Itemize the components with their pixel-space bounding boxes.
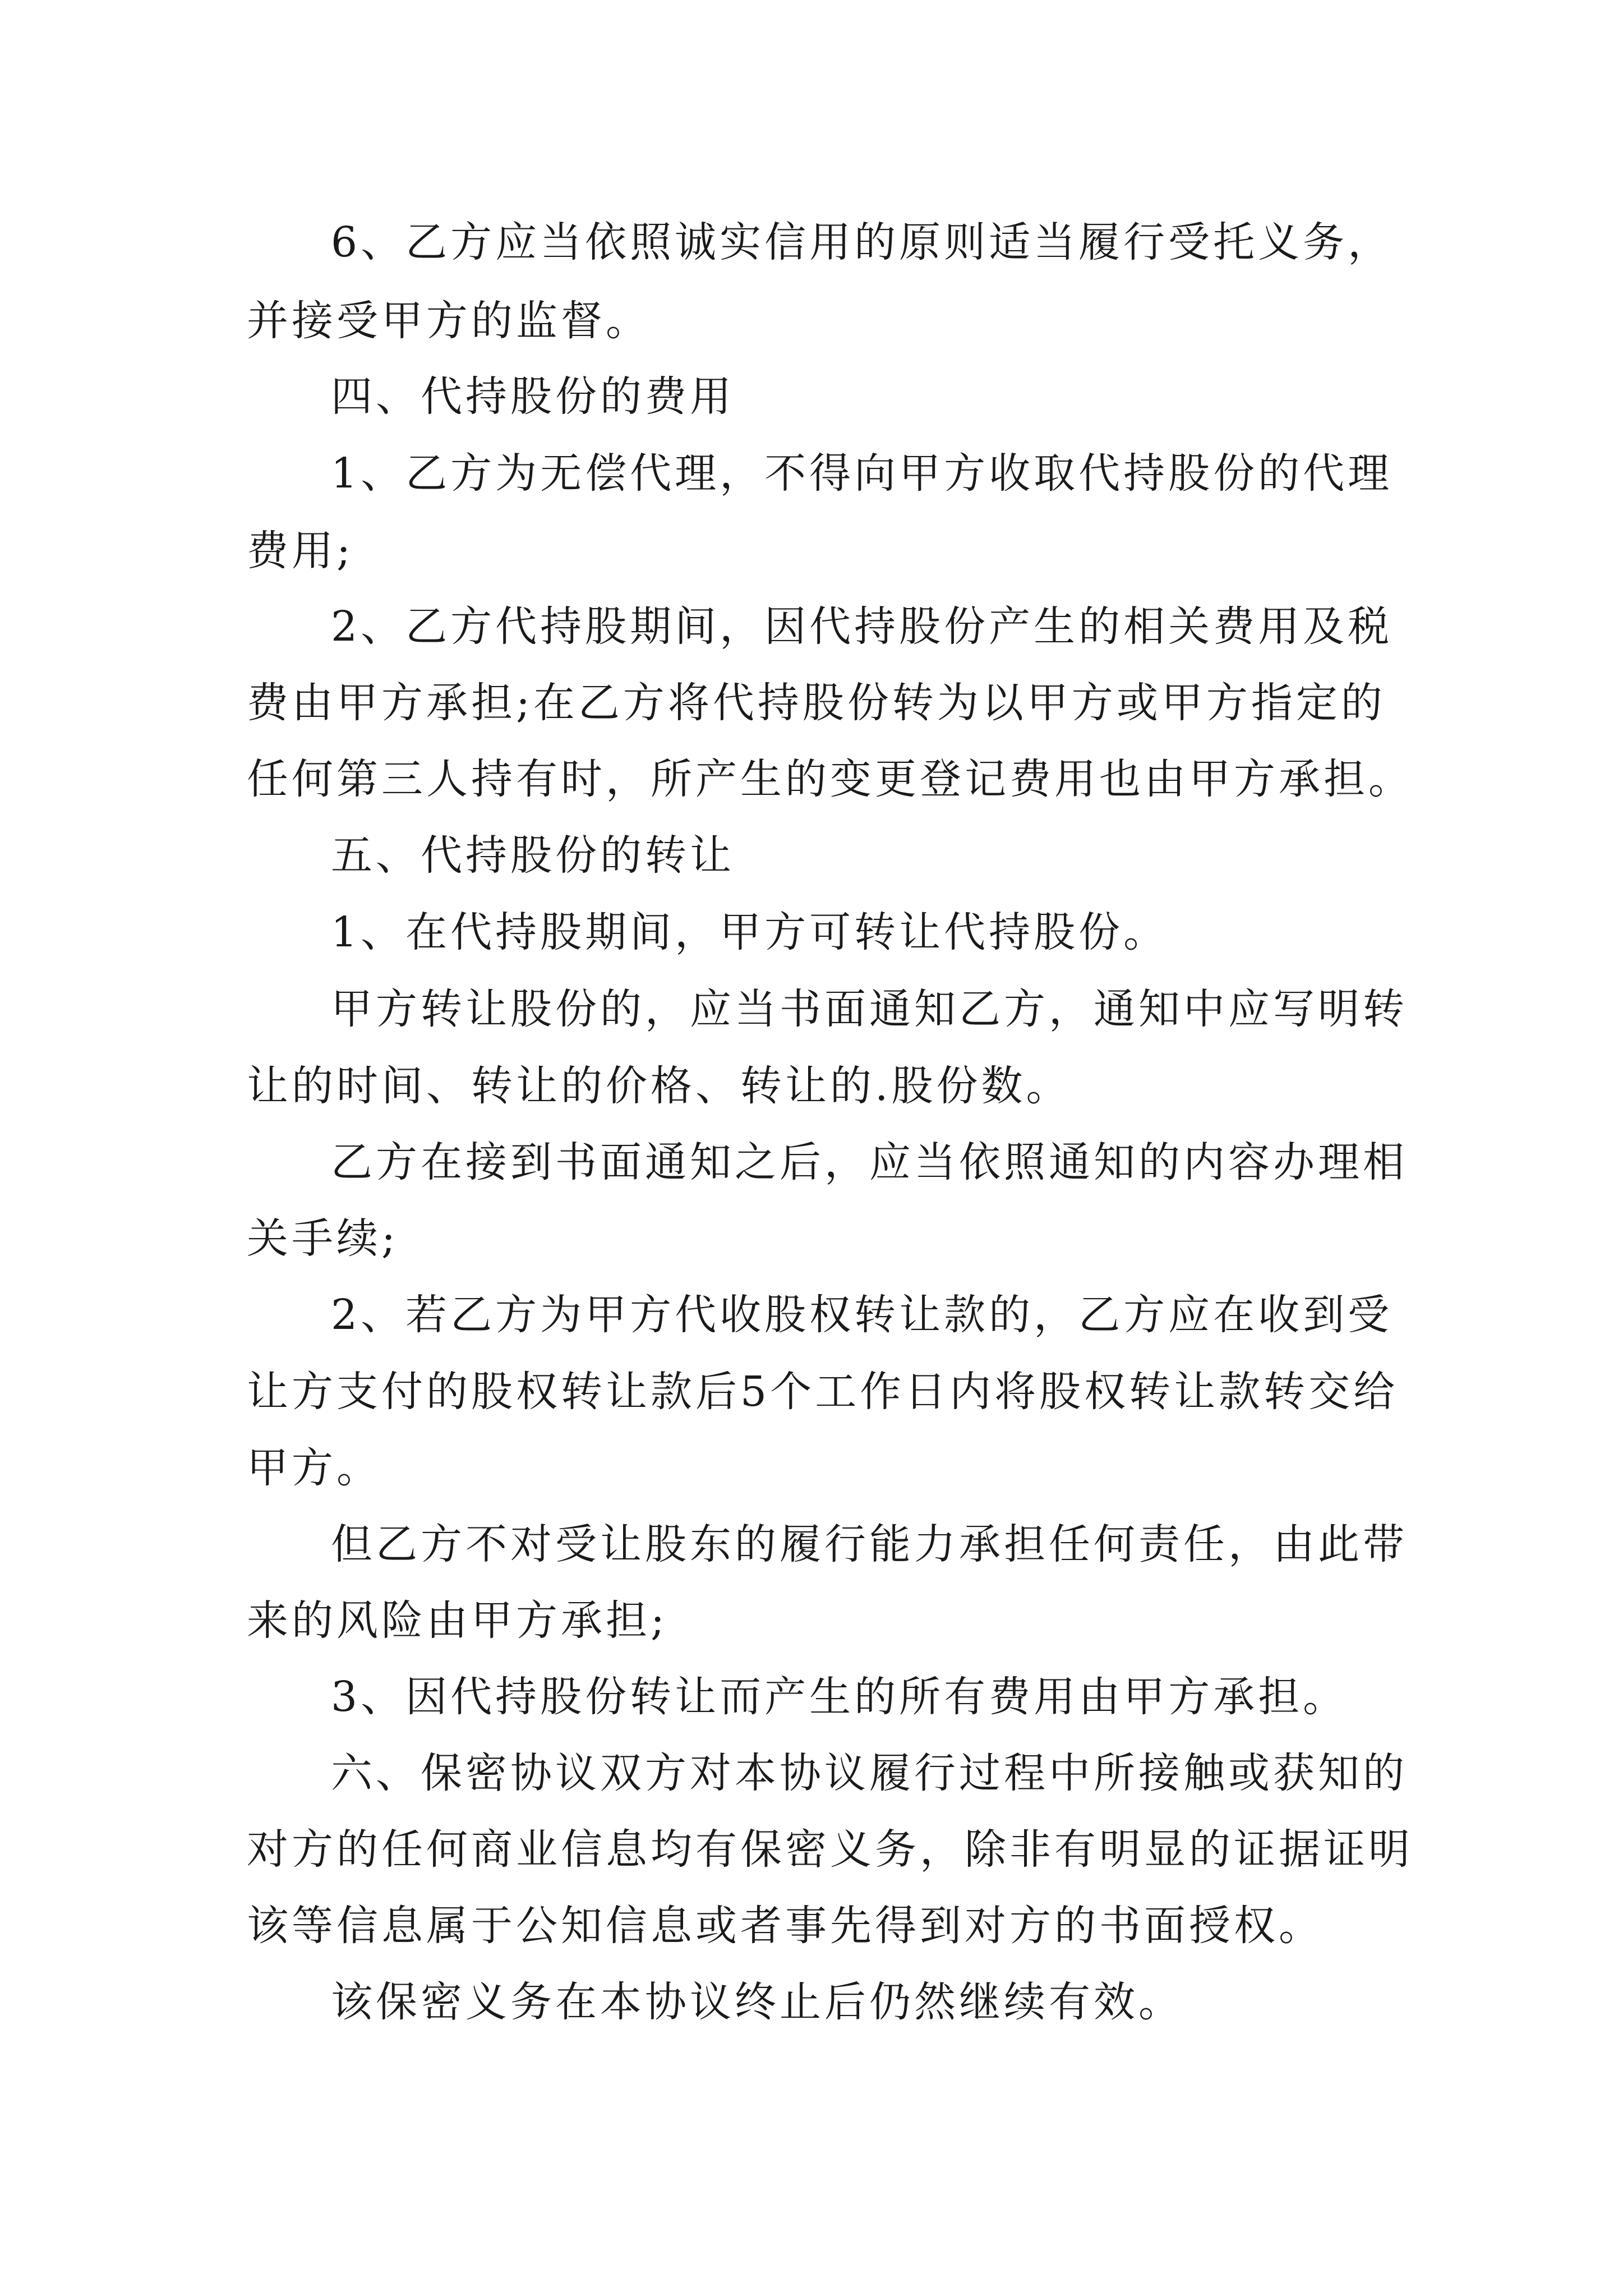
paragraph-line: 任何第三人持有时，所产生的变更登记费用也由甲方承担。 xyxy=(247,755,1413,803)
paragraph-line: 1、乙方为无偿代理，不得向甲方收取代持股份的代理 xyxy=(331,449,1393,498)
paragraph-line: 3、因代持股份转让而产生的所有费用由甲方承担。 xyxy=(331,1673,1348,1721)
paragraph-line: 费由甲方承担;在乙方将代持股份转为以甲方或甲方指定的 xyxy=(247,679,1386,727)
paragraph-line: 2、若乙方为甲方代收股权转让款的，乙方应在收到受 xyxy=(331,1291,1393,1339)
paragraph-line: 2、乙方代持股期间，因代持股份产生的相关费用及税 xyxy=(331,602,1393,651)
paragraph-line: 来的风险由甲方承担; xyxy=(247,1596,668,1645)
paragraph-line: 让方支付的股权转让款后5个工作日内将股权转让款转交给 xyxy=(247,1368,1399,1416)
paragraph-line: 关手续; xyxy=(247,1214,399,1263)
paragraph-line: 对方的任何商业信息均有保密义务，除非有明显的证据证明 xyxy=(247,1825,1413,1874)
paragraph-line: 甲方转让股份的，应当书面通知乙方，通知中应写明转 xyxy=(331,985,1408,1033)
section-heading: 六、保密协议双方对本协议履行过程中所接触或获知的 xyxy=(331,1749,1408,1797)
paragraph-line: 费用; xyxy=(247,527,354,575)
paragraph-line: 乙方在接到书面通知之后，应当依照通知的内容办理相 xyxy=(331,1138,1408,1186)
paragraph-line: 6、乙方应当依照诚实信用的原则适当履行受托义务， xyxy=(331,218,1393,266)
paragraph-line: 让的时间、转让的价格、转让的.股份数。 xyxy=(247,1062,1071,1110)
paragraph-line: 并接受甲方的监督。 xyxy=(247,297,651,345)
paragraph-line: 该保密义务在本协议终止后仍然继续有效。 xyxy=(331,1978,1183,2026)
paragraph-line: 甲方。 xyxy=(247,1444,381,1492)
paragraph-line: 该等信息属于公知信息或者事先得到对方的书面授权。 xyxy=(247,1902,1324,1950)
section-heading: 五、代持股份的转让 xyxy=(331,831,735,880)
paragraph-line: 1、在代持股期间，甲方可转让代持股份。 xyxy=(331,908,1169,956)
section-heading: 四、代持股份的费用 xyxy=(331,372,735,421)
paragraph-line: 但乙方不对受让股东的履行能力承担任何责任，由此带 xyxy=(331,1520,1408,1568)
